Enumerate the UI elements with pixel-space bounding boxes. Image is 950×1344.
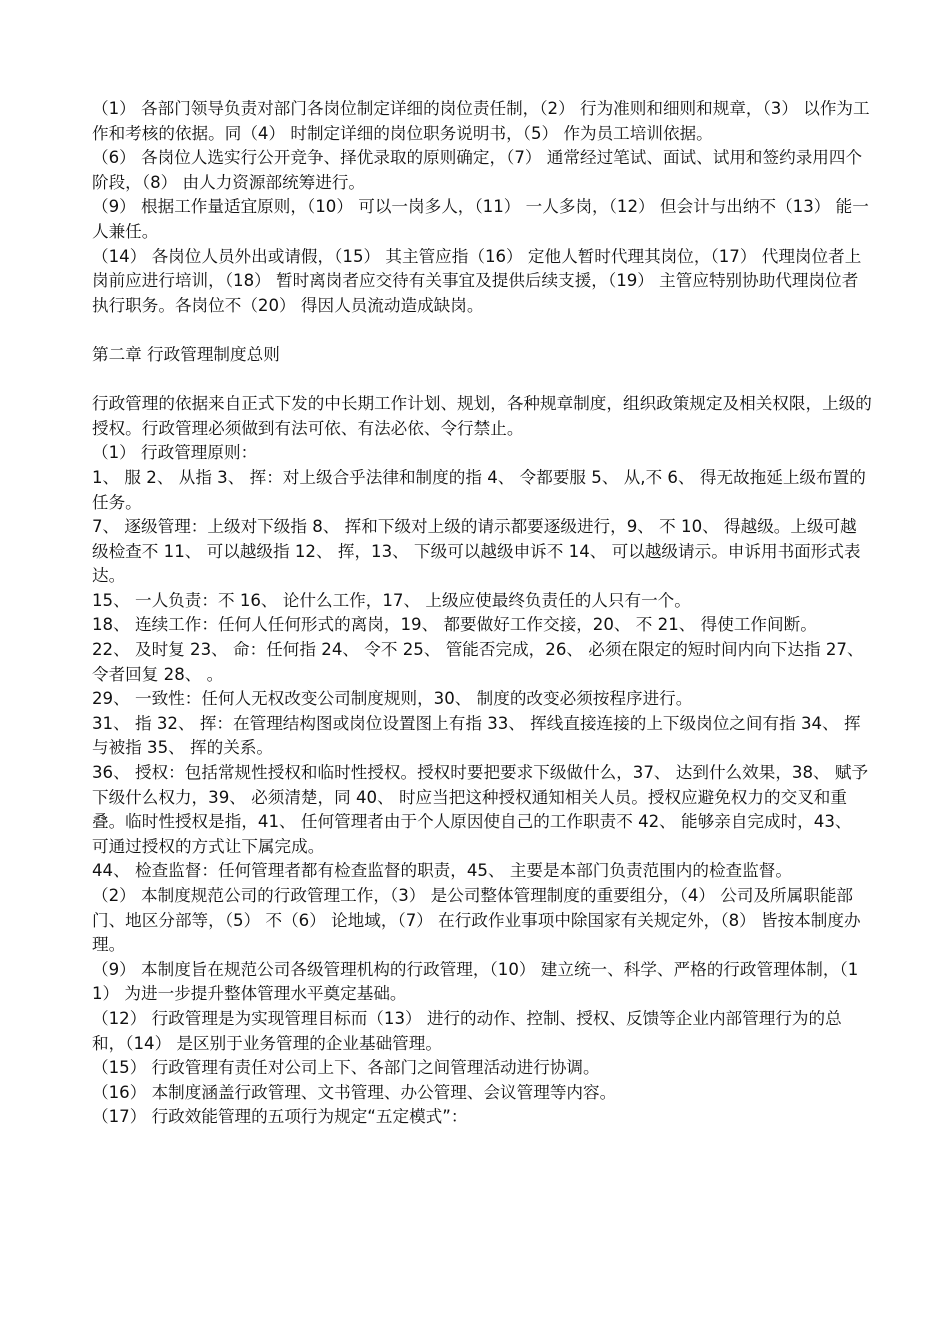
paragraph-continuous-work: 18、 连续工作：任何人任何形式的离岗，19、 都要做好工作交接，20、 不 21、 得使工作间断。 — [92, 615, 817, 635]
paragraph-job-responsibility: （1） 各部门领导负责对部门各岗位制定详细的岗位责任制，（2） 行为准则和细则和规章，（3） 以作为工作和考核的依据。同（4） 时制定详细的岗位职务说明书，（5） 作为员工培训依据。 — [92, 99, 870, 143]
blank-line — [92, 318, 872, 343]
paragraph-workload: （9） 根据工作量适宜原则，（10） 可以一岗多人，（11） 一人多岗，（12） 但会计与出纳不（13） 能一人兼任。 — [92, 197, 869, 241]
paragraph-timely-reply: 22、 及时复 23、 命：任何指 24、 令不 25、 管能否完成，26、 必须在限定的短时间内向下达指 27、 令者回复 28、 。 — [92, 640, 864, 684]
paragraph-obey-command: 1、 服 2、 从指 3、 挥：对上级合乎法律和制度的指 4、 令都要服 5、 从,不 6、 得无故拖延上级布置的任务。 — [92, 467, 866, 512]
paragraph-coverage: （16） 本制度涵盖行政管理、文书管理、办公管理、会议管理等内容。 — [92, 1082, 617, 1102]
paragraph-authorization: 36、 授权：包括常规性授权和临时性授权。授权时要把要求下级做什么，37、 达到什么效果，38、 赋予下级什么权力，39、 必须清楚，同 40、 时应当把这种授权通知相关人员。授权应避免权力的交叉和重叠。临时性授权是指，41、 任何管理者由于个人原因使自己的工作职责不 42、 能够亲自完成时，43、 可通过授权的方式让下属完成。 — [92, 763, 869, 856]
paragraph-admin-principles: （1） 行政管理原则： — [92, 443, 258, 463]
paragraph-single-responsibility: 15、 一人负责：不 16、 论什么工作，17、 上级应使最终负责任的人只有一个。 — [92, 590, 691, 610]
paragraph-scope: （2） 本制度规范公司的行政管理工作，（3） 是公司整体管理制度的重要组分，（4） 公司及所属职能部门、地区分部等，（5） 不（6） 论地域，（7） 在行政作业事项中除国家有关规定外，（8） 皆按本制度办理。 — [92, 886, 861, 955]
chapter-heading: 第二章 行政管理制度总则 — [92, 344, 280, 364]
document-page — [92, 97, 872, 1130]
paragraph-recruitment: （6） 各岗位人选实行公开竞争、择优录取的原则确定，（7） 通常经过笔试、面试、试用和签约录用四个阶段，（8） 由人力资源部统筹进行。 — [92, 148, 863, 192]
blank-line — [92, 368, 872, 393]
paragraph-command: 31、 指 32、 挥：在管理结构图或岗位设置图上有指 33、 挥线直接连接的上下级岗位之间有指 34、 挥与被指 35、 挥的关系。 — [92, 713, 861, 758]
paragraph-purpose: （9） 本制度旨在规范公司各级管理机构的行政管理，（10） 建立统一、科学、严格的行政管理体制，（11） 为进一步提升整体管理水平奠定基础。 — [92, 959, 859, 1004]
paragraph-admin-basis: 行政管理的依据来自正式下发的中长期工作计划、规划，各种规章制度，组织政策规定及相关权限，上级的授权。行政管理必须做到有法可依、有法必依、令行禁止。 — [92, 394, 872, 438]
paragraph-inspection: 44、 检查监督：任何管理者都有检查监督的职责，45、 主要是本部门负责范围内的检查监督。 — [92, 861, 792, 881]
paragraph-five-rules: （17） 行政效能管理的五项行为规定“五定模式”： — [92, 1107, 468, 1127]
paragraph-level-management: 7、 逐级管理：上级对下级指 8、 挥和下级对上级的请示都要逐级进行，9、 不 10、 得越级。上级可越级检查不 11、 可以越级指 12、 挥，13、 下级可以越级申诉不 14、 可以越级请示。申诉用书面形式表达。 — [92, 517, 861, 586]
paragraph-definition: （12） 行政管理是为实现管理目标而（13） 进行的动作、控制、授权、反馈等企业内部管理行为的总和，（14） 是区别于业务管理的企业基础管理。 — [92, 1008, 842, 1053]
paragraph-leave-substitute: （14） 各岗位人员外出或请假，（15） 其主管应指（16） 定他人暂时代理其岗位，（17） 代理岗位者上岗前应进行培训，（18） 暂时离岗者应交待有关事宜及提供后续支援，（19） 主管应特别协助代理岗位者执行职务。各岗位不（20） 得因人员流动造成缺岗。 — [92, 246, 862, 315]
paragraph-coordination: （15） 行政管理有责任对公司上下、各部门之间管理活动进行协调。 — [92, 1058, 600, 1078]
paragraph-consistency: 29、 一致性：任何人无权改变公司制度规则，30、 制度的改变必须按程序进行。 — [92, 689, 693, 709]
